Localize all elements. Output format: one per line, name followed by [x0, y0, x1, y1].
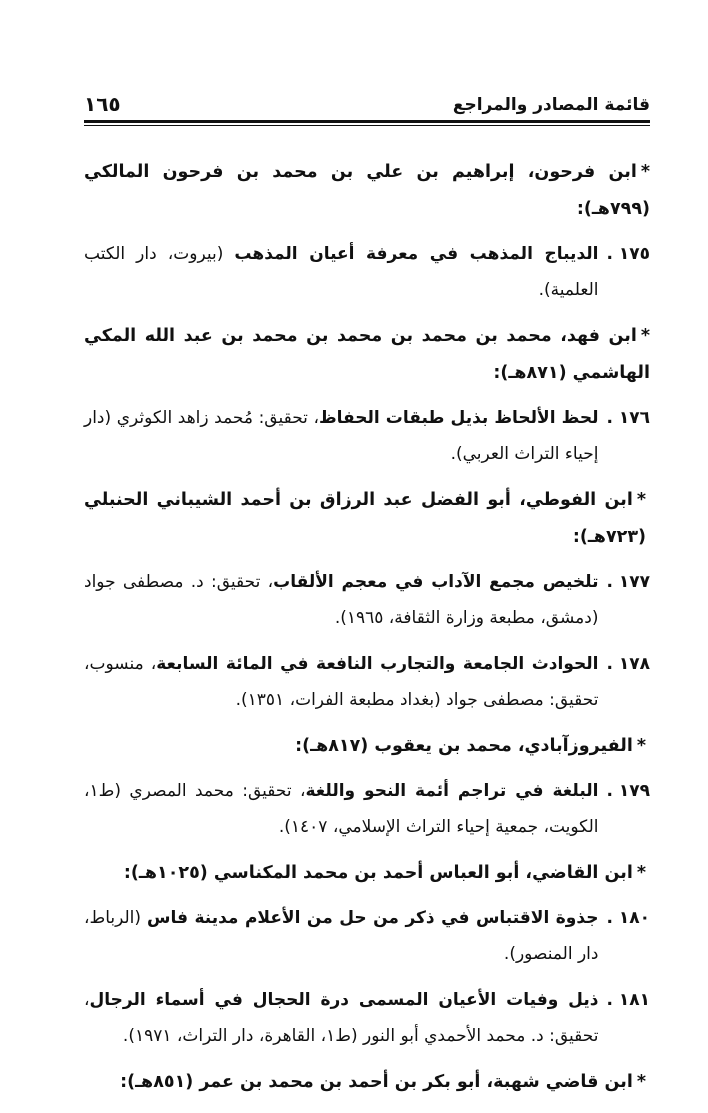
entry-body — [84, 773, 598, 845]
entry-title: الديباج المذهب في معرفة أعيان المذهب — [234, 244, 599, 264]
entry-details: ، تحقيق: د. مصطفى جواد (دمشق، مطبعة وزارة الثقافة، ١٩٦٥). — [84, 572, 599, 628]
entry-details: (بيروت، دار الكتب العلمية). — [84, 244, 599, 300]
star-bullet-icon: * — [636, 736, 646, 756]
entry-details: ، تحقيق: محمد المصري (ط١، الكويت، جمعية إحياء التراث الإسلامي، ١٤٠٧). — [84, 781, 599, 837]
author-heading — [84, 1064, 650, 1101]
author-heading — [84, 855, 650, 892]
entry-number: ١٨٠ . — [606, 908, 650, 928]
entry-body — [84, 646, 598, 718]
page-number: ١٦٥ — [84, 92, 121, 116]
running-head — [84, 86, 650, 114]
entry-details: (الرباط، دار المنصور). — [84, 908, 599, 964]
star-bullet-icon: * — [640, 326, 650, 346]
author-text: ابن فرحون، إبراهيم بن علي بن محمد بن فرحون المالكي (٧٩٩هـ): — [84, 162, 650, 219]
author-text: ابن الفوطي، أبو الفضل عبد الرزاق بن أحمد الشيباني الحنبلي (٧٢٣هـ): — [84, 490, 646, 547]
entry-title: جذوة الاقتباس في ذكر من حل من الأعلام مدينة فاس — [147, 908, 599, 928]
entry-title: البلغة في تراجم أئمة النحو واللغة — [305, 781, 599, 801]
author-text: الفيروزآبادي، محمد بن يعقوب (٨١٧هـ): — [295, 736, 633, 756]
entry-body — [84, 982, 598, 1054]
author-heading — [84, 728, 650, 765]
book-page — [84, 86, 650, 1113]
star-bullet-icon: * — [636, 490, 646, 510]
star-bullet-icon: * — [640, 162, 650, 182]
bibliography-list — [84, 154, 650, 1101]
author-text: ابن فهد، محمد بن محمد بن محمد بن محمد بن عبد الله المكي الهاشمي (٨٧١هـ): — [84, 326, 650, 383]
author-heading — [84, 482, 650, 556]
entry-number: ١٧٨ . — [606, 654, 650, 674]
entry-number: ١٨١ . — [606, 990, 650, 1010]
star-bullet-icon: * — [636, 863, 646, 883]
bibliography-entry — [84, 646, 650, 718]
entry-body — [84, 400, 598, 472]
author-heading — [84, 154, 650, 228]
entry-number: ١٧٧ . — [606, 572, 650, 592]
author-heading — [84, 318, 650, 392]
author-text: ابن القاضي، أبو العباس أحمد بن محمد المكناسي (١٠٢٥هـ): — [123, 863, 633, 883]
entry-title: تلخيص مجمع الآداب في معجم الألقاب — [273, 572, 599, 592]
bibliography-entry — [84, 400, 650, 472]
bibliography-entry — [84, 773, 650, 845]
entry-number: ١٧٥ . — [606, 244, 650, 264]
header-rule-thin — [84, 125, 650, 126]
running-head-title: قائمة المصادر والمراجع — [452, 95, 650, 115]
entry-details: ، منسوب، تحقيق: مصطفى جواد (بغداد مطبعة الفرات، ١٣٥١). — [84, 654, 599, 710]
star-bullet-icon: * — [636, 1072, 646, 1092]
entry-number: ١٧٦ . — [606, 408, 650, 428]
entry-details: ، تحقيق: د. محمد الأحمدي أبو النور (ط١، القاهرة، دار التراث، ١٩٧١). — [84, 990, 599, 1046]
entry-title: لحظ الألحاظ بذيل طبقات الحفاظ — [318, 408, 599, 428]
author-text: ابن قاضي شهبة، أبو بكر بن أحمد بن محمد بن عمر (٨٥١هـ): — [120, 1072, 633, 1092]
bibliography-entry — [84, 982, 650, 1054]
header-rule-thick — [84, 120, 650, 123]
entry-number: ١٧٩ . — [606, 781, 650, 801]
entry-details: ، تحقيق: مُحمد زاهد الكوثري (دار إحياء التراث العربي). — [84, 408, 599, 464]
entry-title: الحوادث الجامعة والتجارب النافعة في المائة السابعة — [156, 654, 599, 674]
bibliography-entry — [84, 564, 650, 636]
bibliography-entry — [84, 900, 650, 972]
entry-body — [84, 236, 598, 308]
entry-body — [84, 564, 598, 636]
bibliography-entry — [84, 236, 650, 308]
entry-body — [84, 900, 598, 972]
entry-title: ذيل وفيات الأعيان المسمى درة الحجال في أسماء الرجال — [89, 990, 599, 1010]
